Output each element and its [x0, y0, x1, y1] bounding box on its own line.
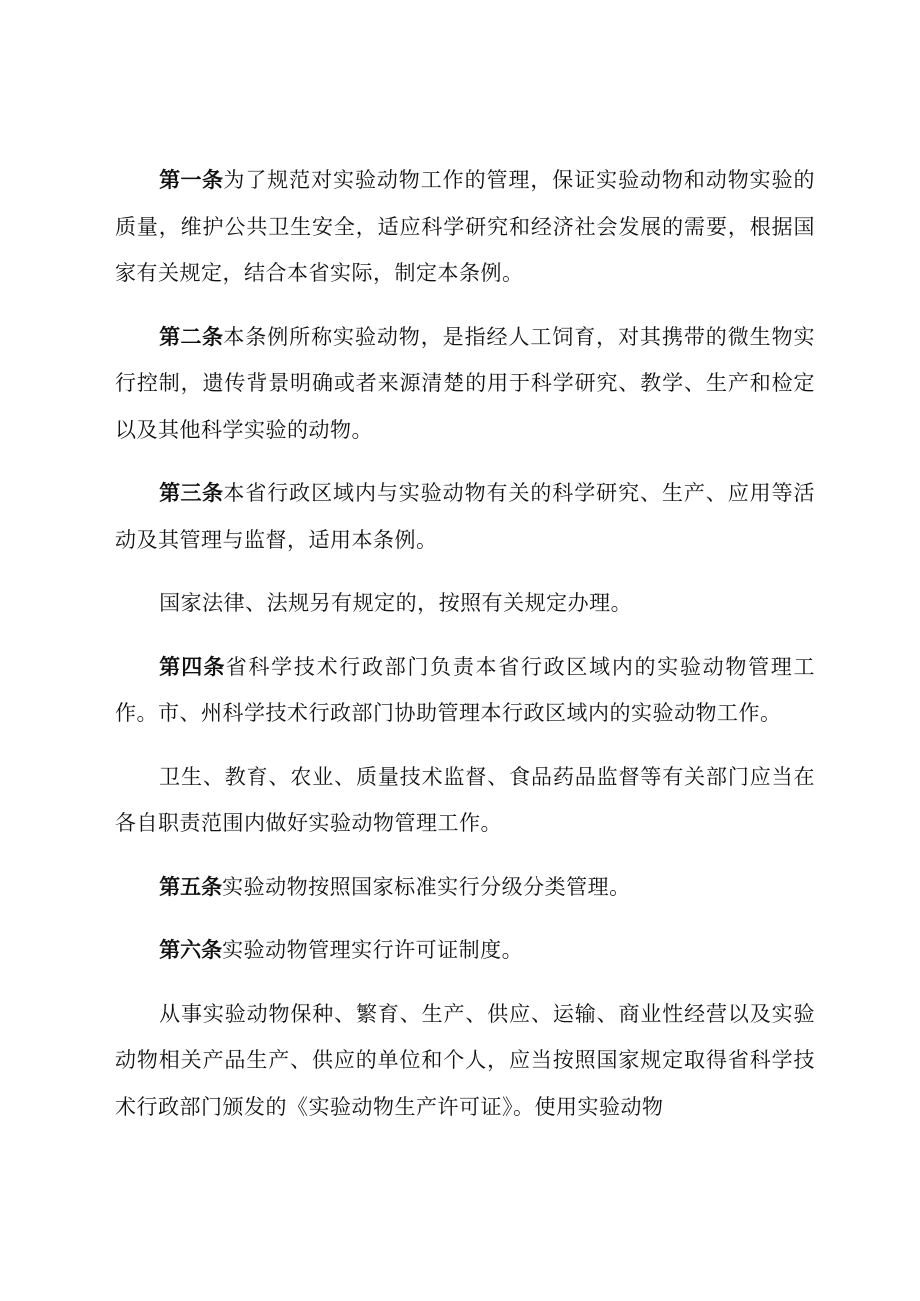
article-text: 实验动物管理实行许可证制度。: [222, 938, 524, 962]
article-label: 第一条: [159, 168, 224, 192]
article-6-clause-2: [115, 991, 815, 1131]
article-3: [115, 470, 815, 563]
article-4-clause-2: [115, 754, 815, 847]
article-text: 为了规范对实验动物工作的管理，保证实验动物和动物实验的质量，维护公共卫生安全，适应科学研究和经济社会发展的需要，根据国家有关规定，结合本省实际，制定本条例。: [115, 168, 816, 285]
article-label: 第三条: [159, 481, 224, 505]
document-body: [115, 157, 815, 1147]
article-5: [115, 864, 815, 911]
article-label: 第五条: [159, 874, 223, 899]
article-2: [115, 314, 815, 454]
article-4: [115, 644, 815, 737]
article-text: 本条例所称实验动物，是指经人工饲育，对其携带的微生物实行控制，遗传背景明确或者来源清楚的用于科学研究、教学、生产和检定以及其他科学实验的动物。: [115, 324, 816, 442]
paragraph-text: 国家法律、法规另有规定的，按照有关规定办理。: [159, 591, 633, 615]
article-text: 本省行政区域内与实验动物有关的科学研究、生产、应用等活动及其管理与监督，适用本条例。: [115, 481, 816, 552]
article-label: 第四条: [159, 654, 226, 679]
paragraph-text: 从事实验动物保种、繁育、生产、供应、运输、商业性经营以及实验动物相关产品生产、供应的单位和个人，应当按照国家规定取得省科学技术行政部门颁发的《实验动物生产许可证》。使用实验动物: [115, 1001, 815, 1119]
article-label: 第二条: [159, 324, 224, 349]
article-6: [115, 927, 815, 974]
article-1: [115, 157, 815, 297]
article-3-clause-2: [115, 580, 815, 627]
article-label: 第六条: [159, 938, 223, 962]
article-text: 实验动物按照国家标准实行分级分类管理。: [222, 874, 631, 899]
article-text: 省科学技术行政部门负责本省行政区域内的实验动物管理工作。市、州科学技术行政部门协助管理本行政区域内的实验动物工作。: [115, 654, 816, 725]
paragraph-text: 卫生、教育、农业、质量技术监督、食品药品监督等有关部门应当在各自职责范围内做好实验动物管理工作。: [115, 764, 815, 835]
